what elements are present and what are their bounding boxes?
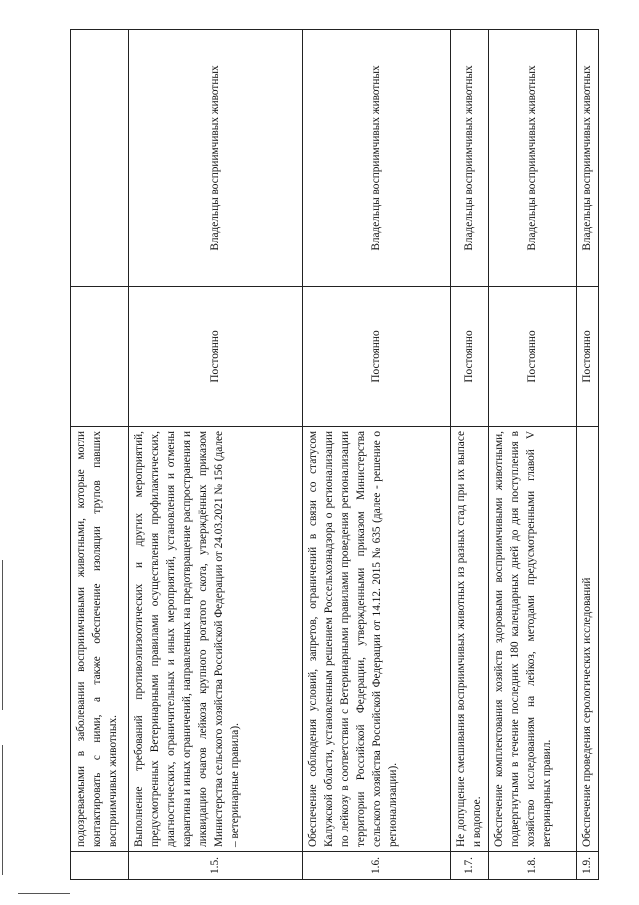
measure-text: подозреваемыми в заболевании восприимчивыми животными, которые могли контактировать с ними, а также обеспечение изоляции трупов павших восприимчивых животных.: [71, 427, 129, 852]
scan-margin-mark: [2, 560, 3, 710]
deadline-cell: Постоянно: [303, 287, 451, 427]
measure-text: Обеспечение проведения серологических исследований: [577, 427, 599, 852]
responsible-cell: Владельцы восприимчивых животных: [303, 30, 451, 287]
measure-text: Выполнение требований противоэпизоотических и других мероприятий, предусмотренных Ветеринарными правилами осуществления профилактических, диагностических, ограничительных и иных мероприятий, установления и отмены карантина и иных ограничений, направленных на предотвращение распространения и ликвидацию очагов лейкоза крупного рогатого скота, утверждённых приказом Министерства сельского хозяйства Российской Федерации от 24.03.2021 № 156 (далее – ветеринарные правила).: [129, 427, 303, 852]
rotated-page: [70, 30, 610, 880]
row-number: [71, 852, 129, 880]
measures-table: [70, 29, 599, 880]
table-row: [489, 30, 577, 880]
measure-text: Обеспечение соблюдения условий, запретов, ограничений в связи со статусом Калужской области, установленным решением Россельхознадзора о регионализации по лейкозу в соответствии с Ветеринарными правилами проведения регионализации территории Российской Федерации, утвержденными приказом Министерства сельского хозяйства Российской Федерации от 14.12. 2015 № 635 (далее - решение о регионализации).: [303, 427, 451, 852]
deadline-cell: Постоянно: [451, 287, 489, 427]
table-row: [129, 30, 303, 880]
row-number: 1.6.: [303, 852, 451, 880]
row-number: 1.9.: [577, 852, 599, 880]
responsible-cell: Владельцы восприимчивых животных: [451, 30, 489, 287]
measure-text: Обеспечение комплектования хозяйств здоровыми восприимчивыми животными, подвергнутыми в течение последних 180 календарных дней до дня поступления в хозяйство исследованиям на лейкоз, методами предусмотренными главой V ветеринарных правил.: [489, 427, 577, 852]
scan-margin-mark: [2, 745, 3, 875]
deadline-cell: Постоянно: [489, 287, 577, 427]
deadline-cell: Постоянно: [129, 287, 303, 427]
deadline-cell: [71, 287, 129, 427]
deadline-cell: Постоянно: [577, 287, 599, 427]
responsible-cell: Владельцы восприимчивых животных: [577, 30, 599, 287]
table-row: [577, 30, 599, 880]
responsible-cell: Владельцы восприимчивых животных: [489, 30, 577, 287]
row-number: 1.8.: [489, 852, 577, 880]
scan-bottom-mark: [18, 893, 70, 894]
row-number: 1.5.: [129, 852, 303, 880]
responsible-cell: Владельцы восприимчивых животных: [129, 30, 303, 287]
table-row: [451, 30, 489, 880]
table-row: [71, 30, 129, 880]
measure-text: Не допущение смешивания восприимчивых животных из разных стад при их выпасе и водопое.: [451, 427, 489, 852]
responsible-cell: [71, 30, 129, 287]
row-number: 1.7.: [451, 852, 489, 880]
table-row: [303, 30, 451, 880]
